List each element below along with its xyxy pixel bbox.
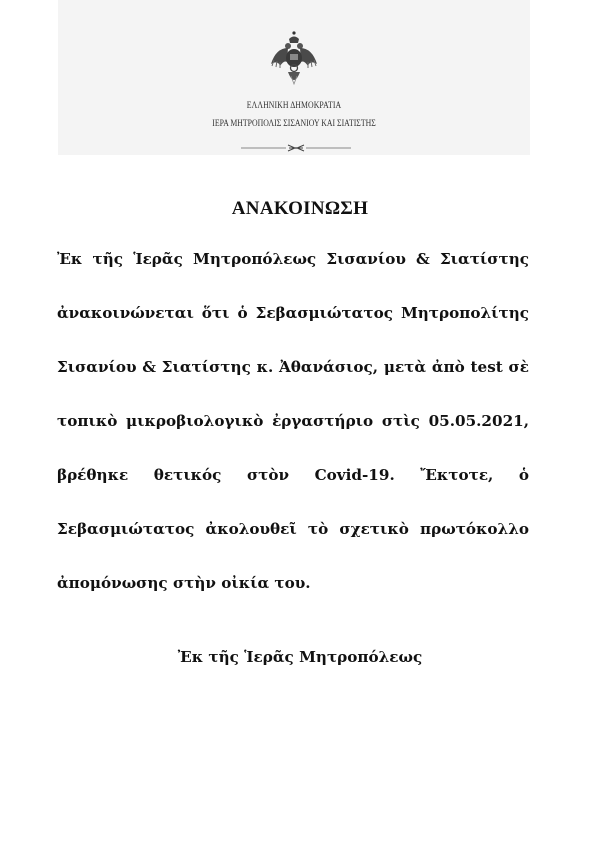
announcement-title: ΑΝΑΚΟΙΝΩΣΗ (231, 198, 369, 219)
letterhead-metropolis-text: ΙΕΡΑ ΜΗΤΡΟΠΟΛΙΣ ΣΙΣΑΝΙΟΥ ΚΑΙ ΣΙΑΤΙΣΤΗΣ (212, 119, 376, 129)
body-line: βρέθηκε θετικός στὸν Covid-19. Ἔκτοτε, ὁ (57, 466, 529, 484)
divider-flourish-icon (241, 143, 351, 153)
letterhead-republic-text: ΕΛΛΗΝΙΚΗ ΔΗΜΟΚΡΑΤΙΑ (246, 101, 342, 111)
body-line: ἀπομόνωσης στὴν οἰκία του. (57, 574, 311, 592)
double-headed-eagle-emblem-icon (268, 30, 320, 88)
signature: Ἐκ τῆς Ἱερᾶς Μητροπόλεως (177, 648, 423, 666)
body-line: ἀνακοινώνεται ὅτι ὁ Σεβασμιώτατος Μητροπολίτης (57, 304, 529, 322)
announcement-body (57, 232, 529, 610)
letterhead (58, 0, 530, 155)
body-line: Ἐκ τῆς Ἱερᾶς Μητροπόλεως Σισανίου & Σιατίστης (57, 250, 529, 268)
body-line: Σεβασμιώτατος ἀκολουθεῖ τὸ σχετικὸ πρωτόκολλο (57, 520, 529, 538)
body-line: Σισανίου & Σιατίστης κ. Ἀθανάσιος, μετὰ ἀπὸ test σὲ (57, 358, 529, 376)
body-line: τοπικὸ μικροβιολογικὸ ἐργαστήριο στὶς 05.05.2021, (57, 412, 529, 430)
